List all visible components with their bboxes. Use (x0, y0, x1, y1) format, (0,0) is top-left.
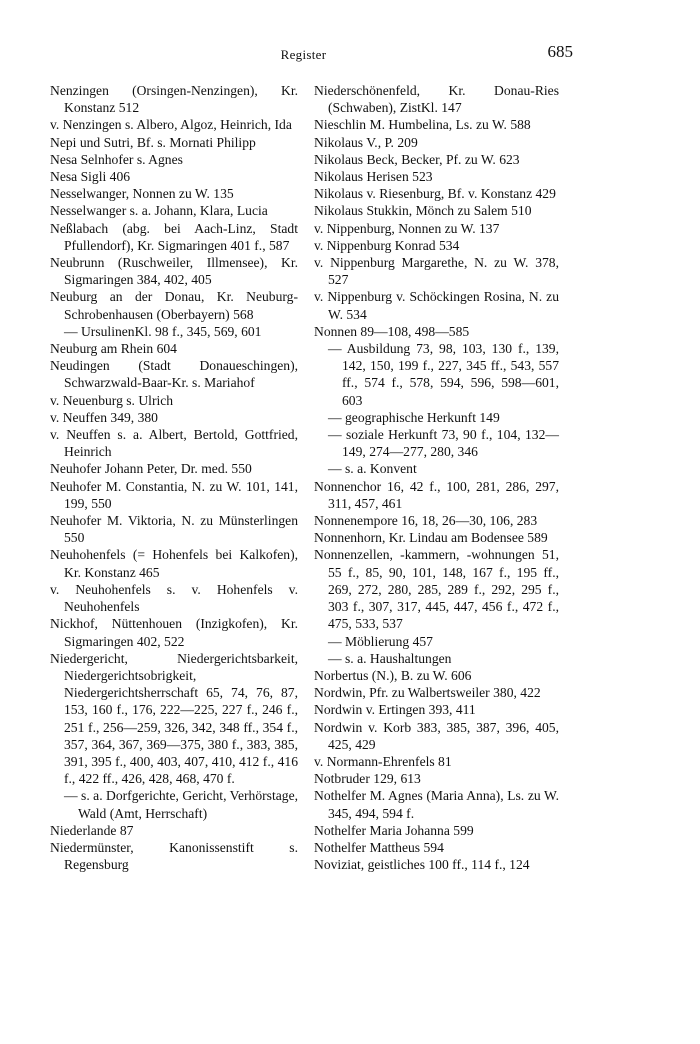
index-entry: Nesselwanger s. a. Johann, Klara, Lucia (50, 203, 268, 219)
index-entry: v. Neuenburg s. Ulrich (50, 392, 174, 408)
index-entry: Nikolaus v. Riesenburg, Bf. v. Konstanz 429 (314, 186, 556, 202)
index-entry: Neuhohenfels (= Hohenfels bei Kalkofen), Kr. Konstanz 465 (50, 547, 298, 580)
index-entry: Norbertus (N.), B. zu W. 606 (314, 667, 472, 683)
index-entry: Nordwin v. Korb 383, 385, 387, 396, 405, 425, 429 (314, 719, 559, 752)
index-entry: Nordwin v. Ertingen 393, 411 (314, 702, 476, 718)
index-entry: v. Neuffen 349, 380 (50, 409, 158, 425)
index-entry: Nonnenempore 16, 18, 26—30, 106, 283 (314, 513, 538, 529)
index-entry: Nonnenhorn, Kr. Lindau am Bodensee 589 (314, 530, 548, 546)
index-entry: Neuburg an der Donau, Kr. Neuburg-Schrobenhausen (Oberbayern) 568 (50, 289, 298, 322)
index-entry: Nothelfer Mattheus 594 (314, 839, 444, 855)
index-entry: Nothelfer M. Agnes (Maria Anna), Ls. zu W. 345, 494, 594 f. (314, 788, 559, 821)
index-entry: Neubrunn (Ruschweiler, Illmensee), Kr. Sigmaringen 384, 402, 405 (50, 255, 298, 288)
page-number: 685 (547, 42, 573, 61)
index-entry: v. Nippenburg Konrad 534 (314, 237, 460, 253)
index-entry: Nesselwanger, Nonnen zu W. 135 (50, 186, 234, 202)
index-entry: v. Nippenburg, Nonnen zu W. 137 (314, 220, 500, 236)
index-entry: Nonnen 89—108, 498—585 (314, 323, 470, 339)
index-entry: Nothelfer Maria Johanna 599 (314, 822, 474, 838)
index-entry: Niedermünster, Kanonissenstift s. Regensburg (50, 839, 298, 873)
index-subentry: — soziale Herkunft 73, 90 f., 104, 132—149, 274—277, 280, 346 (328, 427, 559, 460)
index-subentry: — geographische Herkunft 149 (328, 409, 500, 425)
index-entry: Niedergericht, Niedergerichtsbarkeit, Niedergerichtsobrigkeit, Niedergerichtsherrschaft 65, 74, 76, 87, 153, 160 f., 176, 222—225, 227 f., 246 f., 251 f., 256—259, 326, 342, 348 ff., 354 f., 357, 364, 367, 369—375, 380 f., 383, 385, 391, 395 f., 400, 403, 407, 410, 412 f., 416 f., 422 ff., 426, 428, 468, 470 f. (50, 650, 298, 787)
index-entry: v. Neuhohenfels s. v. Hohenfels v. Neuhohenfels (50, 581, 298, 615)
index-entry: Nordwin, Pfr. zu Walbertsweiler 380, 422 (314, 685, 541, 701)
index-entry: Nonnenchor 16, 42 f., 100, 281, 286, 297, 311, 457, 461 (314, 478, 559, 511)
index-entry: Neuburg am Rhein 604 (50, 341, 177, 357)
index-entry: Nepi und Sutri, Bf. s. Mornati Philipp (50, 134, 256, 150)
index-column-left (50, 82, 298, 873)
index-entry: Nickhof, Nüttenhouen (Inzigkofen), Kr. Sigmaringen 402, 522 (50, 616, 298, 649)
index-entry: Neuhofer M. Viktoria, N. zu Münsterlingen 550 (50, 513, 298, 546)
index-entry: Nikolaus V., P. 209 (314, 134, 418, 150)
index-entry: Nonnenzellen, -kammern, -wohnungen 51, 55 f., 85, 90, 101, 148, 167 f., 195 ff., 269, 272, 280, 285, 289 f., 292, 295 f., 303 f., 307, 317, 445, 447, 456 f., 472 f., 475, 533, 537 (314, 547, 559, 632)
index-subentry: — s. a. Konvent (328, 461, 417, 477)
index-entry: Nieschlin M. Humbelina, Ls. zu W. 588 (314, 117, 531, 133)
index-entry: Nenzingen (Orsingen-Nenzingen), Kr. Konstanz 512 (50, 83, 298, 116)
index-subentry: — s. a. Dorfgerichte, Gericht, Verhörstage, Wald (Amt, Herrschaft) (64, 788, 298, 821)
index-entry: v. Neuffen s. a. Albert, Bertold, Gottfried, Heinrich (50, 427, 298, 460)
page-header (50, 40, 573, 64)
index-entry: v. Nippenburg Margarethe, N. zu W. 378, 527 (314, 255, 559, 288)
index-entry: Neßlabach (abg. bei Aach-Linz, Stadt Pfullendorf), Kr. Sigmaringen 401 f., 587 (50, 220, 298, 253)
index-entry: v. Nippenburg v. Schöckingen Rosina, N. zu W. 534 (314, 289, 559, 322)
index-subentry: — UrsulinenKl. 98 f., 345, 569, 601 (64, 323, 262, 339)
index-column-right (314, 82, 559, 873)
index-entry: Nikolaus Stukkin, Mönch zu Salem 510 (314, 203, 532, 219)
index-entry: Neudingen (Stadt Donaueschingen), Schwarzwald-Baar-Kr. s. Mariahof (50, 358, 298, 391)
index-entry: Neuhofer M. Constantia, N. zu W. 101, 141, 199, 550 (50, 478, 298, 511)
index-entry: Nesa Selnhofer s. Agnes (50, 151, 183, 167)
index-entry: v. Nenzingen s. Albero, Algoz, Heinrich, Ida (50, 117, 292, 133)
index-entry: Nikolaus Beck, Becker, Pf. zu W. 623 (314, 151, 520, 167)
index-subentry: — s. a. Haushaltungen (328, 650, 452, 666)
index-entry: Noviziat, geistliches 100 ff., 114 f., 124 (314, 857, 530, 873)
index-subentry: — Möblierung 457 (328, 633, 433, 649)
index-entry: v. Normann-Ehrenfels 81 (314, 753, 452, 769)
index-entry: Nikolaus Herisen 523 (314, 169, 433, 185)
index-entry: Niederlande 87 (50, 822, 134, 838)
index-entry: Notbruder 129, 613 (314, 771, 421, 787)
index-entry: Neuhofer Johann Peter, Dr. med. 550 (50, 461, 252, 477)
running-title: Register (280, 47, 327, 62)
index-entry: Niederschönenfeld, Kr. Donau-Ries (Schwaben), ZistKl. 147 (314, 83, 559, 116)
index-subentry: — Ausbildung 73, 98, 103, 130 f., 139, 142, 150, 199 f., 227, 345 ff., 543, 557 ff., 574 f., 578, 594, 596, 598—601, 603 (328, 341, 559, 408)
index-entry: Nesa Sigli 406 (50, 169, 131, 185)
